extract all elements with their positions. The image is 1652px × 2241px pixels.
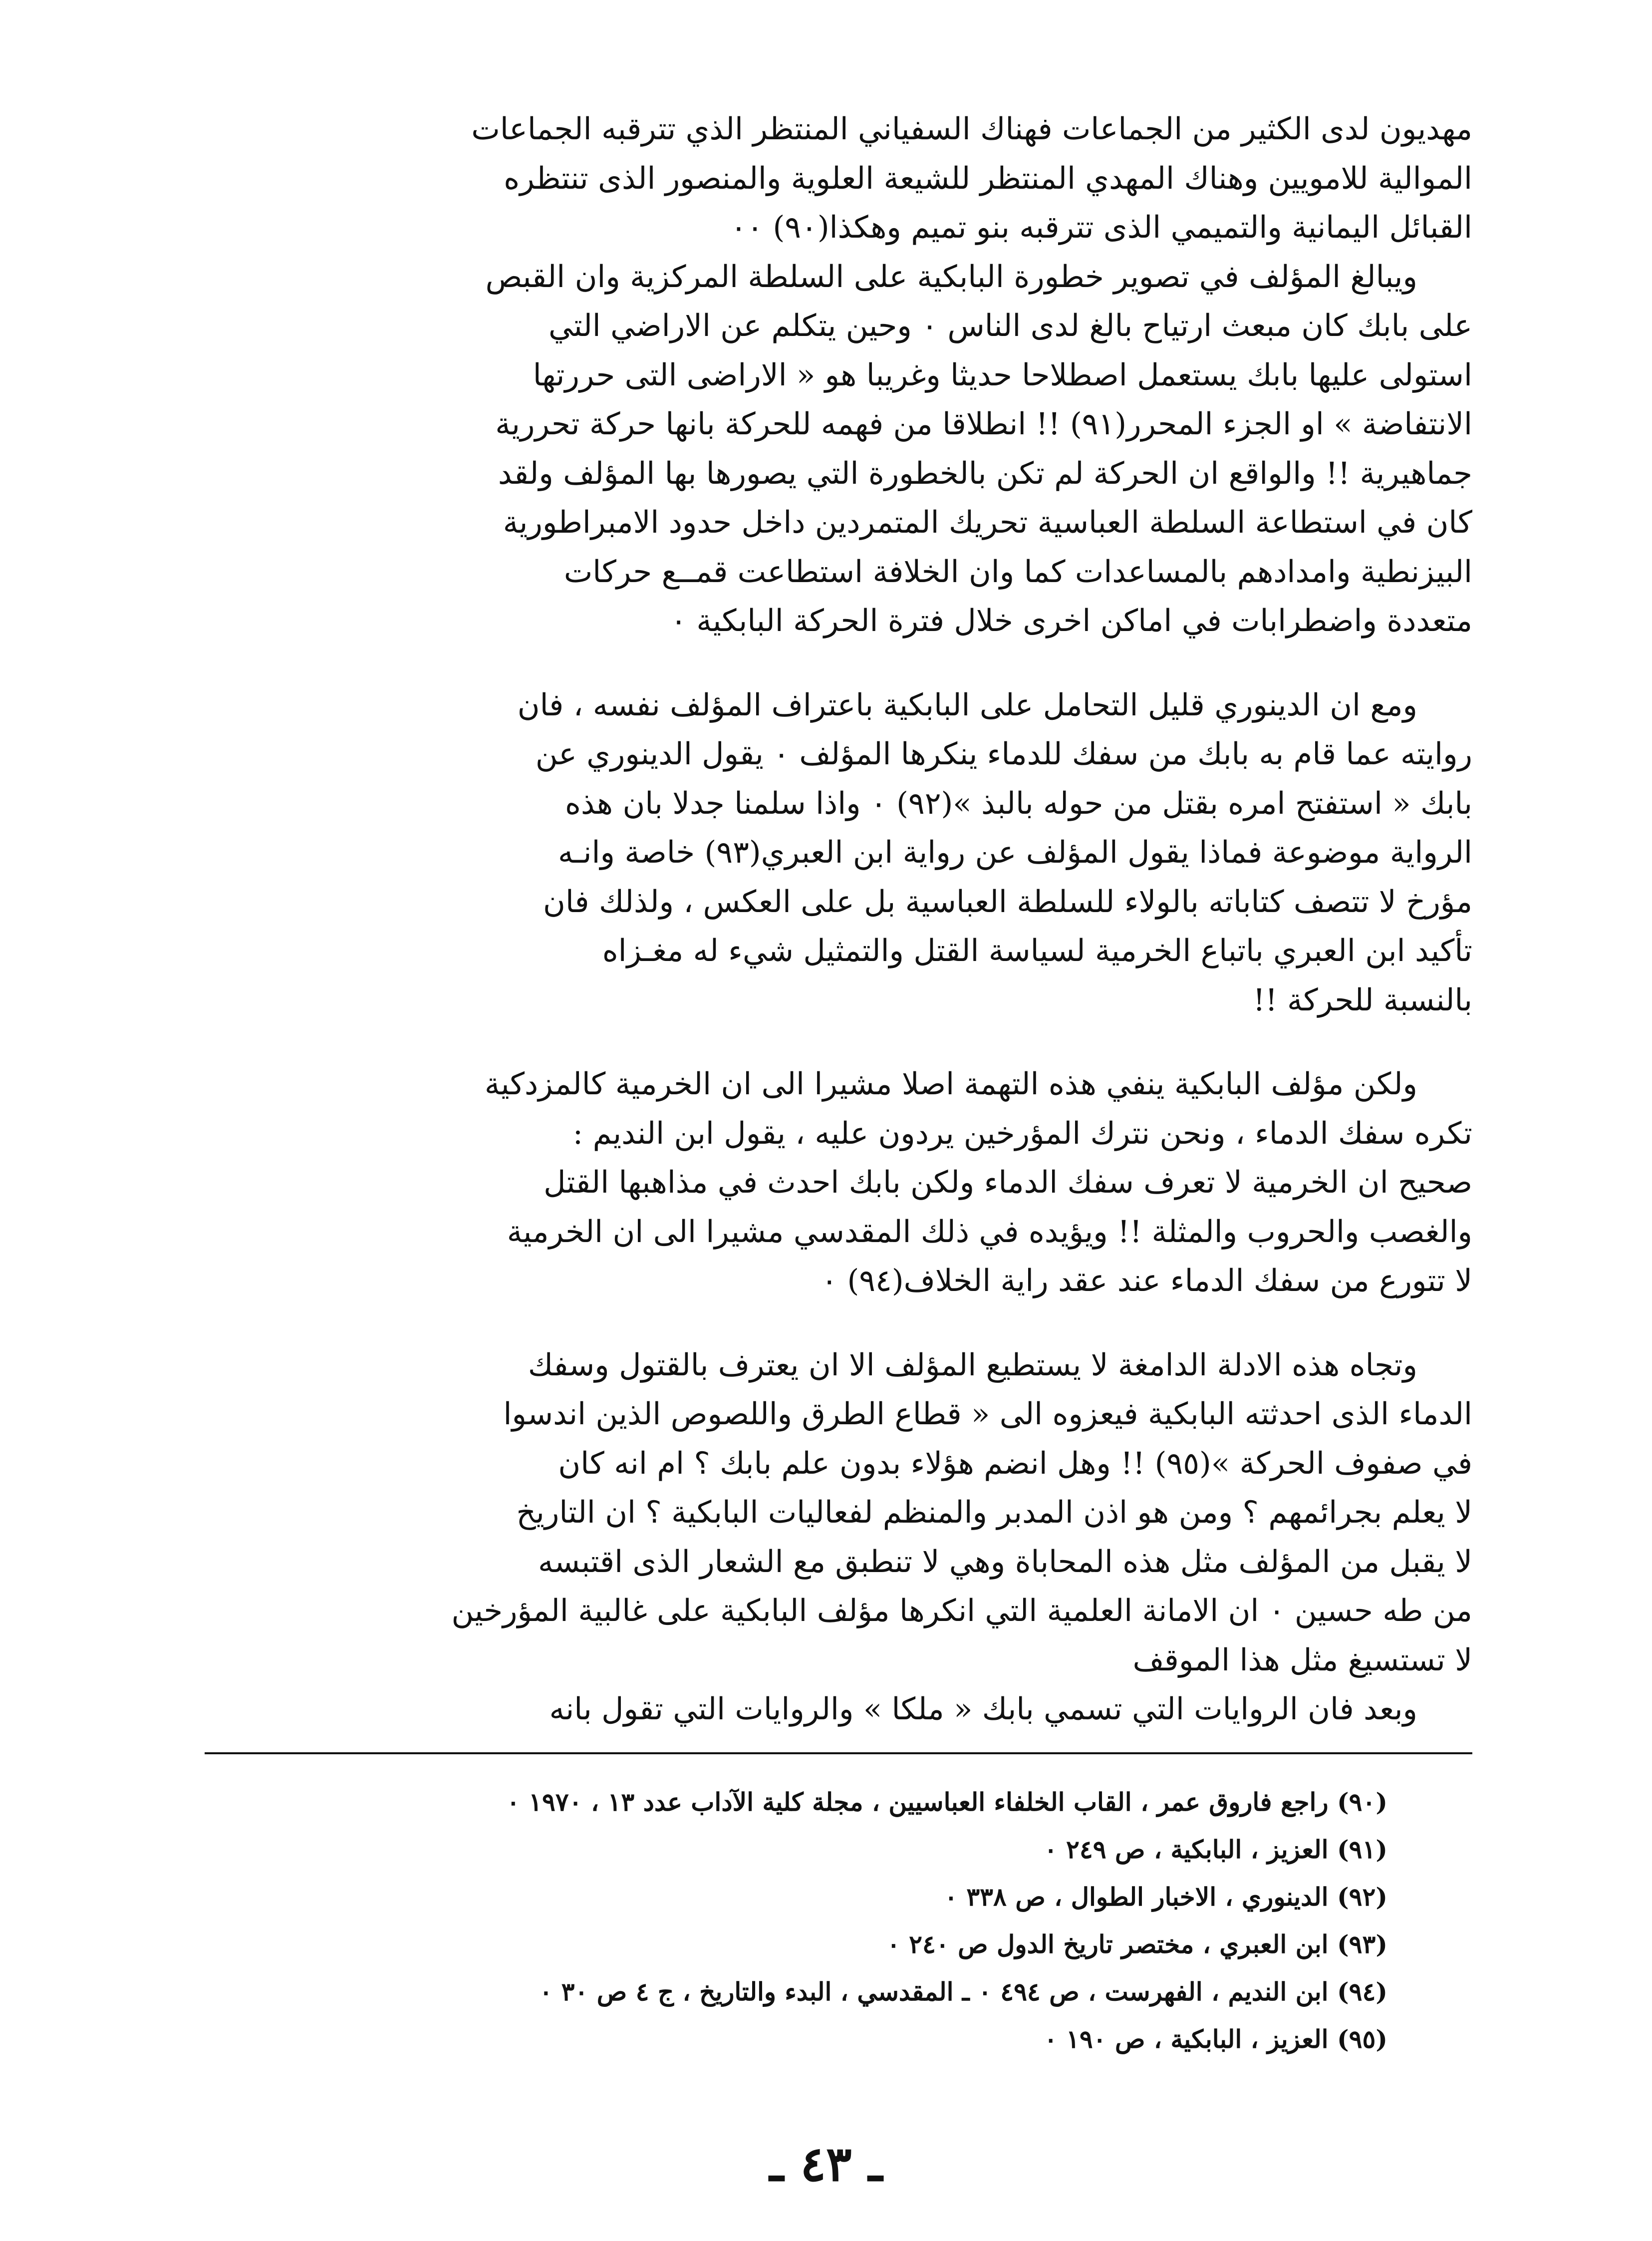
text-line: روايته عما قام به بابك من سفك للدماء ينكرها المؤلف ٠ يقول الدينوري عن [535, 736, 1472, 772]
paragraph-1 [180, 105, 1472, 253]
text-line: وتجاه هذه الادلة الدامغة لا يستطيع المؤلف الا ان يعترف بالقتول وسفك [528, 1347, 1417, 1383]
text-line: البيزنطية وامدادهم بالمساعدات كما وان الخلافة استطاعت قمــع حركات [563, 554, 1472, 590]
footnote-90: (٩٠) راجع فاروق عمر ، القاب الخلفاء العباسيين ، مجلة كلية الآداب عدد ١٣ ، ١٩٧٠ ٠ [506, 1787, 1387, 1817]
text-line: ولكن مؤلف البابكية ينفي هذه التهمة اصلا مشيرا الى ان الخرمية كالمزدكية [484, 1066, 1417, 1102]
text-line: لا يقبل من المؤلف مثل هذه المحاباة وهي لا تنطبق مع الشعار الذى اقتبسه [538, 1544, 1472, 1580]
paragraph-3 [180, 681, 1472, 1025]
text-line: لا يعلم بجرائمهم ؟ ومن هو اذن المدبر والمنظم لفعاليات البابكية ؟ ان التاريخ [516, 1495, 1472, 1530]
text-line: صحيح ان الخرمية لا تعرف سفك الدماء ولكن بابك احدث في مذاهبها القتل [544, 1165, 1472, 1200]
text-line: تأكيد ابن العبري باتباع الخرمية لسياسة القتل والتمثيل شيء له مغـزاه [602, 933, 1472, 968]
text-line: الدماء الذى احدثته البابكية فيعزوه الى « قطاع الطرق واللصوص الذين اندسوا [503, 1396, 1472, 1432]
footnote-94: (٩٤) ابن النديم ، الفهرست ، ص ٤٩٤ ٠ ـ المقدسي ، البدء والتاريخ ، ج ٤ ص ٣٠ ٠ [539, 1976, 1387, 2006]
text-line: لا تستسيغ مثل هذا الموقف [1132, 1642, 1472, 1678]
text-line: في صفوف الحركة »(٩٥) !! وهل انضم هؤلاء بدون علم بابك ؟ ام انه كان [558, 1445, 1472, 1481]
text-line: الانتفاضة » او الجزء المحرر(٩١) !! انطلاقا من فهمه للحركة بانها حركة تحررية [495, 406, 1472, 442]
paragraph-6 [180, 1685, 1472, 1734]
text-line: لا تتورع من سفك الدماء عند عقد راية الخلاف(٩٤) ٠ [821, 1263, 1472, 1298]
text-line: ومع ان الدينوري قليل التحامل على البابكية باعتراف المؤلف نفسه ، فان [517, 687, 1417, 723]
paragraph-5 [180, 1341, 1472, 1685]
text-line: والغصب والحروب والمثلة !! ويؤيده في ذلك المقدسي مشيرا الى ان الخرمية [507, 1214, 1472, 1250]
footnote-divider [205, 1752, 1472, 1754]
text-line: الموالية للامويين وهناك المهدي المنتظر للشيعة العلوية والمنصور الذى تنتظره [504, 160, 1472, 196]
text-line: وبعد فان الروايات التي تسمي بابك « ملكا » والروايات التي تقول بانه [549, 1691, 1417, 1727]
footnotes [180, 1778, 1472, 2063]
text-line: ويبالغ المؤلف في تصوير خطورة البابكية على السلطة المركزية وان القبص [485, 259, 1417, 295]
page-number: ـ ٤٣ ـ [769, 2136, 883, 2192]
text-line: من طه حسين ٠ ان الامانة العلمية التي انكرها مؤلف البابكية على غالبية المؤرخين [451, 1593, 1472, 1628]
text-line: استولى عليها بابك يستعمل اصطلاحا حديثا وغريبا هو « الاراضى التى حررتها [533, 357, 1472, 393]
paragraph-4 [180, 1060, 1472, 1306]
footnote-95: (٩٥) العزيز ، البابكية ، ص ١٩٠ ٠ [1044, 2024, 1387, 2054]
text-line: بالنسبة للحركة !! [1253, 982, 1472, 1018]
text-line: كان في استطاعة السلطة العباسية تحريك المتمردين داخل حدود الامبراطورية [503, 505, 1472, 540]
text-line: مؤرخ لا تتصف كتاباته بالولاء للسلطة العباسية بل على العكس ، ولذلك فان [543, 884, 1472, 920]
footnote-92: (٩٢) الدينوري ، الاخبار الطوال ، ص ٣٣٨ ٠ [944, 1882, 1387, 1912]
text-line: القبائل اليمانية والتميمي الذى تترقبه بنو تميم وهكذا(٩٠) ٠٠ [730, 210, 1472, 245]
text-line: الرواية موضوعة فماذا يقول المؤلف عن رواية ابن العبري(٩٣) خاصة وانـه [557, 835, 1472, 870]
text-line: تكره سفك الدماء ، ونحن نترك المؤرخين يردون عليه ، يقول ابن النديم : [572, 1115, 1472, 1151]
text-line: جماهيرية !! والواقع ان الحركة لم تكن بالخطورة التي يصورها بها المؤلف ولقد [498, 455, 1472, 491]
text-line: بابك « استفتح امره بقتل من حوله بالبذ »(٩٢) ٠ واذا سلمنا جدلا بان هذه [564, 785, 1472, 821]
paragraph-2 [180, 253, 1472, 646]
footnote-91: (٩١) العزيز ، البابكية ، ص ٢٤٩ ٠ [1044, 1834, 1387, 1864]
footnote-93: (٩٣) ابن العبري ، مختصر تاريخ الدول ص ٢٤٠ ٠ [886, 1929, 1387, 1959]
text-line: مهديون لدى الكثير من الجماعات فهناك السفياني المنتظر الذي تترقبه الجماعات [471, 111, 1472, 147]
text-line: على بابك كان مبعث ارتياح بالغ لدى الناس ٠ وحين يتكلم عن الاراضي التي [548, 308, 1472, 343]
text-line: متعددة واضطرابات في اماكن اخرى خلال فترة الحركة البابكية ٠ [670, 603, 1472, 639]
